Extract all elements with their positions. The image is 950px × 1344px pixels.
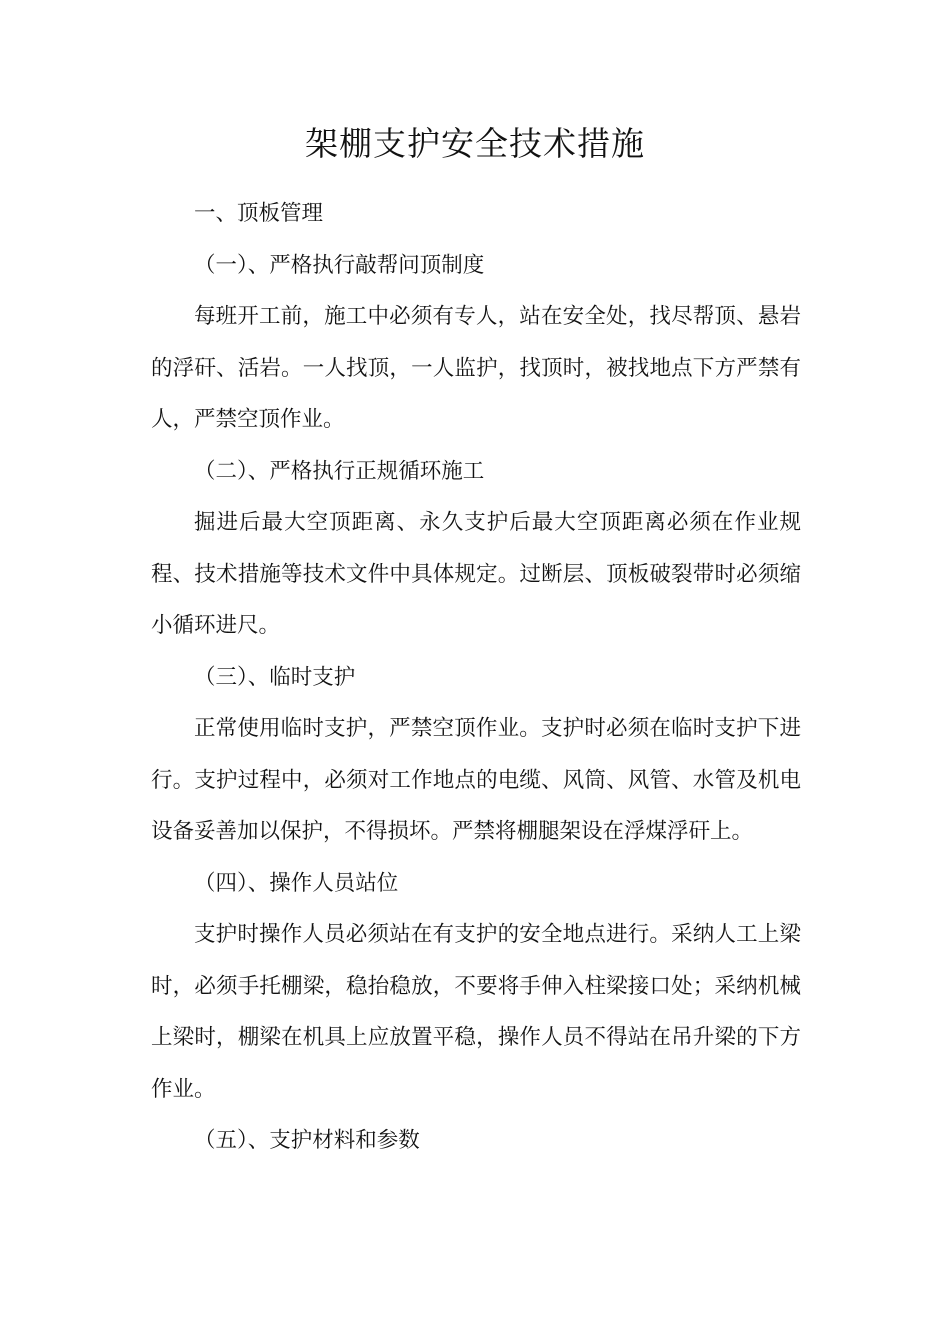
paragraph-4: 支护时操作人员必须站在有支护的安全地点进行。采纳人工上梁时，必须手托棚梁，稳抬稳放，不要将手伸入柱梁接口处；采纳机械上梁时，棚梁在机具上应放置平稳，操作人员不得站在吊升梁的下方作业。 (151, 922, 801, 1102)
subsection-heading-2: （二）、严格执行正规循环施工 (194, 458, 485, 484)
subsection-heading-4: （四）、操作人员站位 (194, 870, 399, 896)
subsection-heading-3: （三）、临时支护 (194, 664, 356, 690)
subsection-heading-5: （五）、支护材料和参数 (194, 1128, 420, 1153)
subsection-heading-1: （一）、严格执行敲帮问顶制度 (194, 252, 485, 278)
paragraph-3: 正常使用临时支护，严禁空顶作业。支护时必须在临时支护下进行。支护过程中，必须对工作地点的电缆、风筒、风管、水管及机电设备妥善加以保护，不得损坏。严禁将棚腿架设在浮煤浮矸上。 (151, 716, 801, 844)
paragraph-2: 掘进后最大空顶距离、永久支护后最大空顶距离必须在作业规程、技术措施等技术文件中具体规定。过断层、顶板破裂带时必须缩小循环进尺。 (151, 510, 801, 638)
document-body (151, 188, 801, 1167)
document-title: 架棚支护安全技术措施 (305, 124, 645, 163)
paragraph-1: 每班开工前，施工中必须有专人，站在安全处，找尽帮顶、悬岩的浮矸、活岩。一人找顶，一人监护，找顶时，被找地点下方严禁有人，严禁空顶作业。 (151, 304, 801, 432)
section-heading-roof-management: 一、顶板管理 (194, 201, 324, 226)
